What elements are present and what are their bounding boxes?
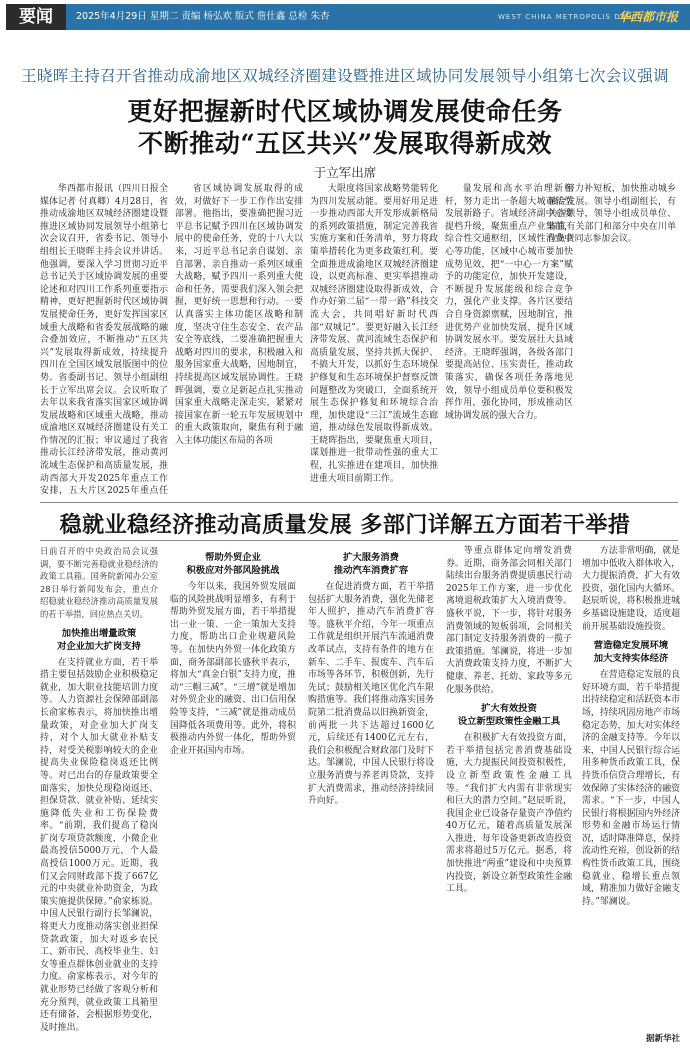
article2-subhead-4: 扩大有效投资 设立新型政策性金融工具 — [457, 703, 561, 728]
article2-column-5 — [582, 545, 680, 1040]
date-editor-line: 2025年4月29日 星期二 责编 杨弘欢 版式 詹仕鑫 总检 朱杏 — [76, 11, 330, 22]
article1-col1-text: 华西都市报讯（四川日报全媒体记者 付真卿）4月28日，省推动成渝地区双城经济圈建设暨推进区域协同发展领导小组第七次会议召开，省委书记、领导小组组长王晓晖主持会议并讲话。他强调，要深入学习贯彻习近平总书记关于区域协调发展的重要论述和对四川工作系列重要指示精神，更好把握新时代区域协调发展使命任务，更好发挥国家区域重大战略和省委发展战略的融合叠加效应，不断推动“五区共兴”发展取得新成效，持续提升四川在全国区域发展版图中的位势。省委副书记、领导小组副组长于立军出席会议。会议听取了去年以来我省落实国家区域协调发展战略和区域重大战略，推动成渝地区双城经济圈建设有关工作情况的汇报；审议通过了我省推动长江经济带发展，推动黄河流域生态保护和高质量发展，推动西部大开发2025年重点工作安排，五大片区2025年重点任 — [40, 184, 168, 496]
article2-column-2 — [170, 545, 296, 1040]
article1-column-2 — [175, 183, 303, 496]
article1-column-5 — [548, 183, 676, 496]
article2-col4-text: 等重点群体定向增发消费券。近期，商务部会同相关部门陆续出台服务消费提质惠民行动2025年工作方案，进一步优化离境退税政策扩大入境消费等。盛秋平说，下一步，将针对服务消费领域的短板弱项，会同相关部门制定支持服务消费的一揽子政策措施。邹澜说，将进一步加大消费政策支持力度，不断扩大健康、养老、托幼、家政等多元化服务供给。 — [446, 546, 572, 695]
article2-col1-text: 在支持就业方面，若干举措主要包括鼓励企业积极稳定就业，加大职业技能培训力度等。人力资源社会保障部副部长俞家栋表示，将加快推出增量政策，对企业加大扩岗支持，对个人加大就业补贴支持，对受关税影响较大的企业提高失业保险稳岗返还比例等。对已出台的存量政策要全面落实，加快兑现稳岗返还、担保贷款、就业补贴、延续实施降低失业和工伤保险费率。“前期，我们提高了稳岗扩岗专项贷款额度，小微企业最高授信5000万元，个人最高授信1000万元。近期，我们又会同财政部下拨了667亿元的中央就业补助资金，为政策实施提供保障。”俞家栋说。中国人民银行副行长邹澜说，将更大力度推动落实创业担保贷款政策，加大对返乡农民工、新市民、高校毕业生、妇女等重点群体创业就业的支持力度。俞家栋表示，对今年的就业形势已经做了客观分析和充分预判，就业政策工具箱里还有储备，会根据形势变化，及时推出。 — [40, 657, 158, 1033]
article2-col3-text: 在促进消费方面，若干举措包括扩大服务消费，强化先储老年人照护，推动汽车消费扩容等。盛秋平介绍，今年一项重点工作就是组织开展汽车流通消费改革试点，支持有条件的地方在新车、二手车、报废车、汽车后市场等各环节，积极创新，先行先试；鼓励相关地区优化汽车限购措施等。我们将推动落实国务院第二批消费品以旧换新资金，前两批一共下达超过1600亿元，后续还有1400亿元左右，我们会积极配合财政部门及时下达。邹澜说，中国人民银行将设立服务消费与养老再贷款，支持扩大消费需求，推动经济持续回升向好。 — [308, 582, 434, 807]
header-bar — [66, 4, 690, 30]
article2-source-wrap — [582, 1032, 680, 1044]
article1-col3-text: 大限度将国家战略势能转化为四川发展动能。要用好用足进一步推动西部大开发形成新格局的系列政策措施，制定完善我省实施方案和任务清单，努力将政策举措转化为更多政策红利。要全面推进成渝地区双城经济圈建设，以更高标准、更实举措推动双城经济圈建设取得新成效，合作办好第二届“一带一路”科技交流大会，共同唱好新时代西部“双城记”。要更好融入长江经济带发展、黄河流域生态保护和高质量发展，坚持共抓大保护、不搞大开发，以抓好生态环境保护修复和生态环境保护督察反馈问题整改为突破口，全面系统开展生态保护修复和环境综合治理，加快建设“三江”流域生态廊道，推动绿色发展取得新成效。王晓晖指出，要聚焦重大项目，谋划推进一批带动性强的重大工程，扎实推进在建项目，加快推进重大项目前期工作。 — [310, 184, 438, 484]
article2-subhead-5: 营造稳定发展环境 加大支持实体经济 — [593, 640, 669, 665]
article2-column-1 — [40, 545, 158, 1040]
article2-column-3 — [308, 545, 434, 1040]
article1-title-line2: 不断推动“五区共兴”发展取得新成效 — [138, 129, 552, 158]
article1-col2-text: 省区域协调发展取得的成效，对做好下一步工作作出安排部署。他指出，要准确把握习近平总书记赋予四川在区域协调发展中的使命任务，党的十八大以来，习近平总书记亲自谋划、亲自部署、亲自推动一系列区域重大战略，赋予四川一系列重大使命和任务，需要我们深入领会把握，更好统一思想和行动。一要认真落实主体功能区战略和制度，坚决守住生态安全、农产品安全等底线，二要准确把握重大战略对四川的要求，积极融入和服务国家重大战略，因地制宜，持续提高区域发展协调性。王晓晖强调，要立足新起点扎实推动国家重大战略走深走实，紧紧对接国家在新一轮五年发展规划中的重大政策取向，聚焦有利于融入主体功能区布局的各项 — [175, 184, 303, 446]
article1-col4-text: 量发展和高水平治理新标杆，努力走出一条超大城市转型发展新路子。省域经济副中心要提档升级，聚焦重点产业集群，综合性交通枢纽，区域性消费中心等功能，区域中心城市要加快成势见效，把“一中心一方案”赋予的功能定位，加快开发建设，不断提升发展能级和综合竞争力，强化产业支撑。各片区要结合自身资源禀赋，因地制宜，推进优势产业加快发展，提升区域协调发展水平。要发展壮大县域经济。王晓晖强调，各级各部门要提高站位、压实责任，推动政策落实，确保各项任务落地见效，领导小组成员单位要积极发挥作用，强化协同，形成推动区域协调发展的强大合力。 — [445, 184, 573, 421]
article2-column-4 — [446, 545, 572, 1040]
article1-column-1 — [40, 183, 168, 496]
article2-col2-text: 今年以来，我国外贸发展面临的风险挑战明显增多，有利于帮助外贸发展方面，若干举措提出一业一策、一企一策加大支持力度，帮助出口企业规避风险等。在加快内外贸一体化政策方面，商务部副部长盛秋平表示，将加大“真金白银”支持力度，推动“三帽三减”。“三增”就是增加对外贸企业的融资、出口信用保险等支持，“三减”就是推动成员国降低各项费用等。此外，将积极推动内外贸一体化，帮助外贸企业开拓国内市场。 — [170, 582, 296, 756]
article1-title-line1: 更好把握新时代区域协调发展使命任务 — [127, 97, 563, 126]
article2-col4b-text: 在积极扩大有效投资方面，若干举措包括完善消费基础设施，大力提振民间投资积极性，设立新型政策性金融工具等。“我们扩大内需有非常现实和巨大的潜力空间。”赵辰昕说，我国企业已设备存量资产净值约40万亿元，随着高质量发展深入推进，每年设备更新改造投资需求将超过5万亿元。据悉，将加快推进“两重”建设和中央预算内投资，新设立新型政策性金融工具。 — [446, 733, 572, 895]
article2-subhead-3: 扩大服务消费 推动汽车消费扩容 — [333, 552, 409, 576]
article2-col5b-text: 在营造稳定发展的良好环境方面，若干举措提出持续稳定和活跃资本市场，持续巩固房地产市场稳定态势，加大对实体经济的金融支持等。今年以来，中国人民银行综合运用多种货币政策工具，保持货币信贷合理增长，有效保障了实体经济的融资需求。“下一步，中国人民银行将根据国内外经济形势和金融市场运行情况，适时降准降息，保持流动性充裕，创设新的结构性货币政策工具，围绕稳就业、稳增长重点领域，精准加力做好金融支持。”邹澜说。 — [582, 670, 680, 907]
article1-kicker: 王晓晖主持召开省推动成渝地区双城经济圈建设暨推进区域协同发展领导小组第七次会议强调 — [21, 67, 669, 85]
headline-underline — [40, 540, 678, 541]
article1-column-3 — [310, 183, 438, 496]
article1-subtitle: 于立军出席 — [313, 165, 377, 180]
newspaper-logo: 华西都市报 — [618, 10, 679, 24]
metro-tagline: WEST CHINA METROPOLIS DAILY — [498, 13, 639, 21]
section-divider — [40, 502, 678, 503]
page-header — [0, 0, 690, 58]
article2-col5-text: 方法非常明确，就是增加中低收入群体收入，大力提振消费，扩大有效投资，强化国内大循环。赵辰昕说，将积极推进城乡基础设施建设，适度超前开展基础设施投资。 — [582, 546, 680, 632]
article2-subhead-1: 加快推出增量政策 对企业加大扩岗支持 — [57, 627, 141, 652]
article2-headline: 稳就业稳经济推动高质量发展 多部门详解五方面若干举措 — [59, 512, 631, 538]
article1-col5-text: 努力补短板，加快推动城乡融合发展。领导小组副组长，有关省领导，领导小组成员单位、省直有关部门和部分中央在川单位负责同志参加会议。 — [548, 184, 676, 245]
article2-subhead-2: 帮助外贸企业 积极应对外部风险挑战 — [186, 552, 280, 576]
section-label: 要闻 — [6, 4, 66, 30]
article2-source: 据新华社 — [645, 1034, 680, 1044]
article2-intro: 日前召开的中央政治局会议强调，要不断完善稳就业稳经济的政策工具箱。国务院新闻办公室28日举行新闻发布会，重点介绍稳就业稳经济推动高质量发展的若干举措，回应热点关切。 — [40, 546, 158, 619]
